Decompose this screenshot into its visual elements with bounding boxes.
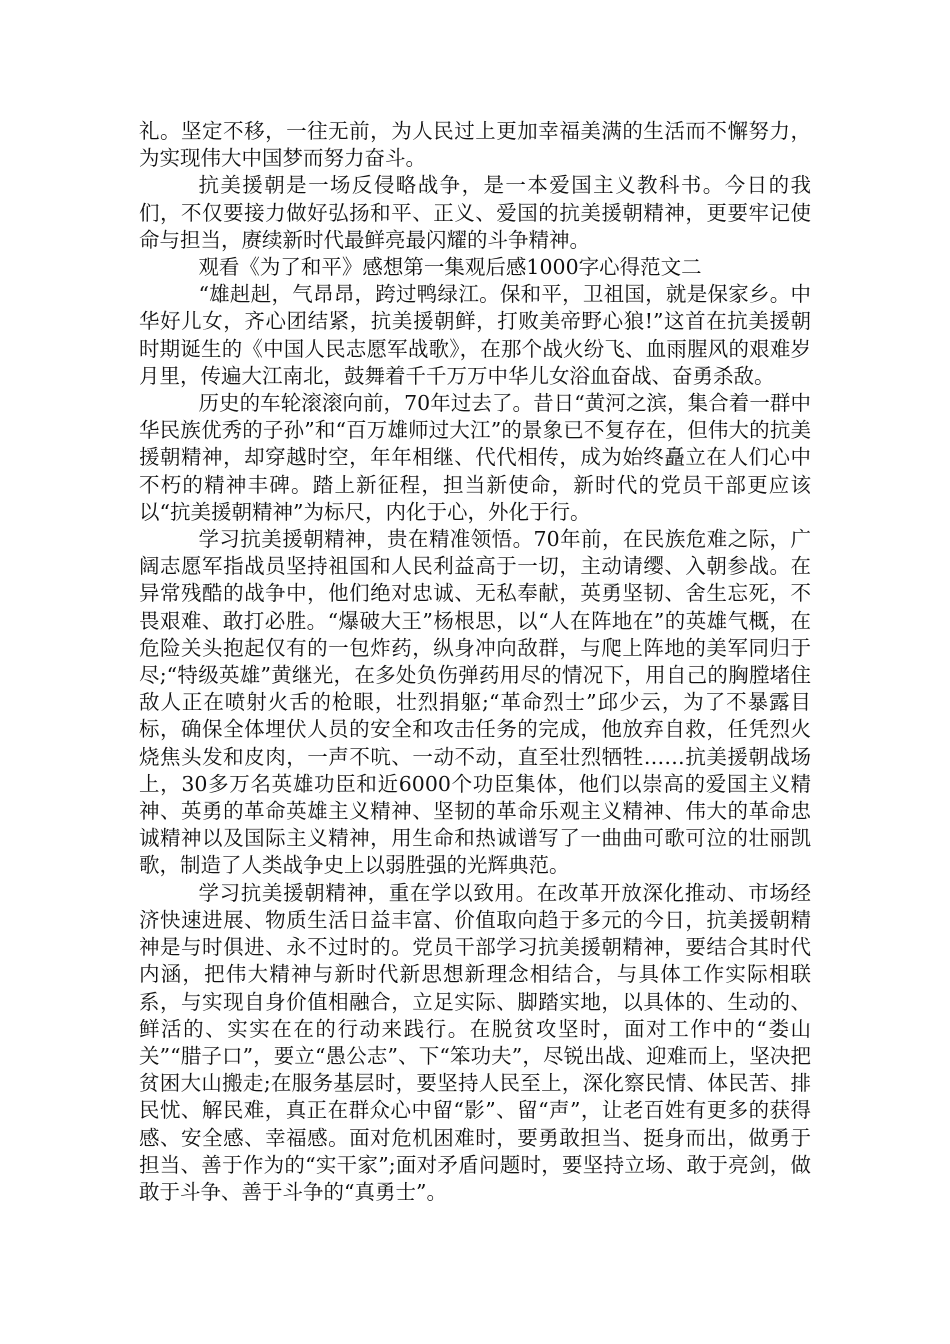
document-page — [139, 118, 811, 1206]
body-paragraph: 学习抗美援朝精神，贵在精准领悟。70年前，在民族危难之际，广阔志愿军指战员坚持祖国和人民利益高于一切，主动请缨、入朝参战。在异常残酷的战争中，他们绝对忠诚、无私奉献，英勇坚韧、舍生忘死，不畏艰难、敢打必胜。“爆破大王”杨根思，以“人在阵地在”的英雄气概，在危险关头抱起仅有的一包炸药，纵身冲向敌群，与爬上阵地的美军同归于尽;“特级英雄”黄继光，在多处负伤弹药用尽的情况下，用自己的胸膛堵住敌人正在喷射火舌的枪眼，壮烈捐躯;“革命烈士”邱少云，为了不暴露目标，确保全体埋伏人员的安全和攻击任务的完成，他放弃自救，任凭烈火烧焦头发和皮肉，一声不吭、一动不动，直至壮烈牺牲……抗美援朝战场上，30多万名英雄功臣和近6000个功臣集体，他们以崇高的爱国主义精神、英勇的革命英雄主义精神、坚韧的革命乐观主义精神、伟大的革命忠诚精神以及国际主义精神，用生命和热诚谱写了一曲曲可歌可泣的壮丽凯歌，制造了人类战争史上以弱胜强的光辉典范。 — [139, 527, 811, 878]
body-paragraph: 抗美援朝是一场反侵略战争，是一本爱国主义教科书。今日的我们，不仅要接力做好弘扬和平、正义、爱国的抗美援朝精神，更要牢记使命与担当，赓续新时代最鲜亮最闪耀的斗争精神。 — [139, 173, 811, 252]
section-heading: 观看《为了和平》感想第一集观后感1000字心得范文二 — [198, 255, 702, 280]
body-paragraph: 历史的车轮滚滚向前，70年过去了。昔日“黄河之滨，集合着一群中华民族优秀的子孙”和“百万雄师过大江”的景象已不复存在，但伟大的抗美援朝精神，却穿越时空，年年相继、代代相传，成为始终矗立在人们心中不朽的精神丰碑。踏上新征程，担当新使命，新时代的党员干部更应该以“抗美援朝精神”为标尺，内化于心，外化于行。 — [139, 391, 811, 524]
body-paragraph: 学习抗美援朝精神，重在学以致用。在改革开放深化推动、市场经济快速进展、物质生活日益丰富、价值取向趋于多元的今日，抗美援朝精神是与时俱进、永不过时的。党员干部学习抗美援朝精神，要结合其时代内涵，把伟大精神与新时代新思想新理念相结合，与具体工作实际相联系，与实现自身价值相融合，立足实际、脚踏实地，以具体的、生动的、鲜活的、实实在在的行动来践行。在脱贫攻坚时，面对工作中的“娄山关”“腊子口”，要立“愚公志”、下“笨功夫”，尽锐出战、迎难而上，坚决把贫困大山搬走;在服务基层时，要坚持人民至上，深化察民情、体民苦、排民忧、解民难，真正在群众心中留“影”、留“声”，让老百姓有更多的获得感、安全感、幸福感。面对危机困难时，要勇敢担当、挺身而出，做勇于担当、善于作为的“实干家”;面对矛盾问题时，要坚持立场、敢于亮剑，做敢于斗争、善于斗争的“真勇士”。 — [139, 880, 811, 1204]
body-paragraph: 礼。坚定不移，一往无前，为人民过上更加幸福美满的生活而不懈努力，为实现伟大中国梦而努力奋斗。 — [139, 119, 811, 171]
body-paragraph: “雄赳赳，气昂昂，跨过鸭绿江。保和平，卫祖国，就是保家乡。中华好儿女，齐心团结紧，抗美援朝鲜，打败美帝野心狼!”这首在抗美援朝时期诞生的《中国人民志愿军战歌》，在那个战火纷飞、血雨腥风的艰难岁月里，传遍大江南北，鼓舞着千千万万中华儿女浴血奋战、奋勇杀敌。 — [139, 282, 811, 388]
